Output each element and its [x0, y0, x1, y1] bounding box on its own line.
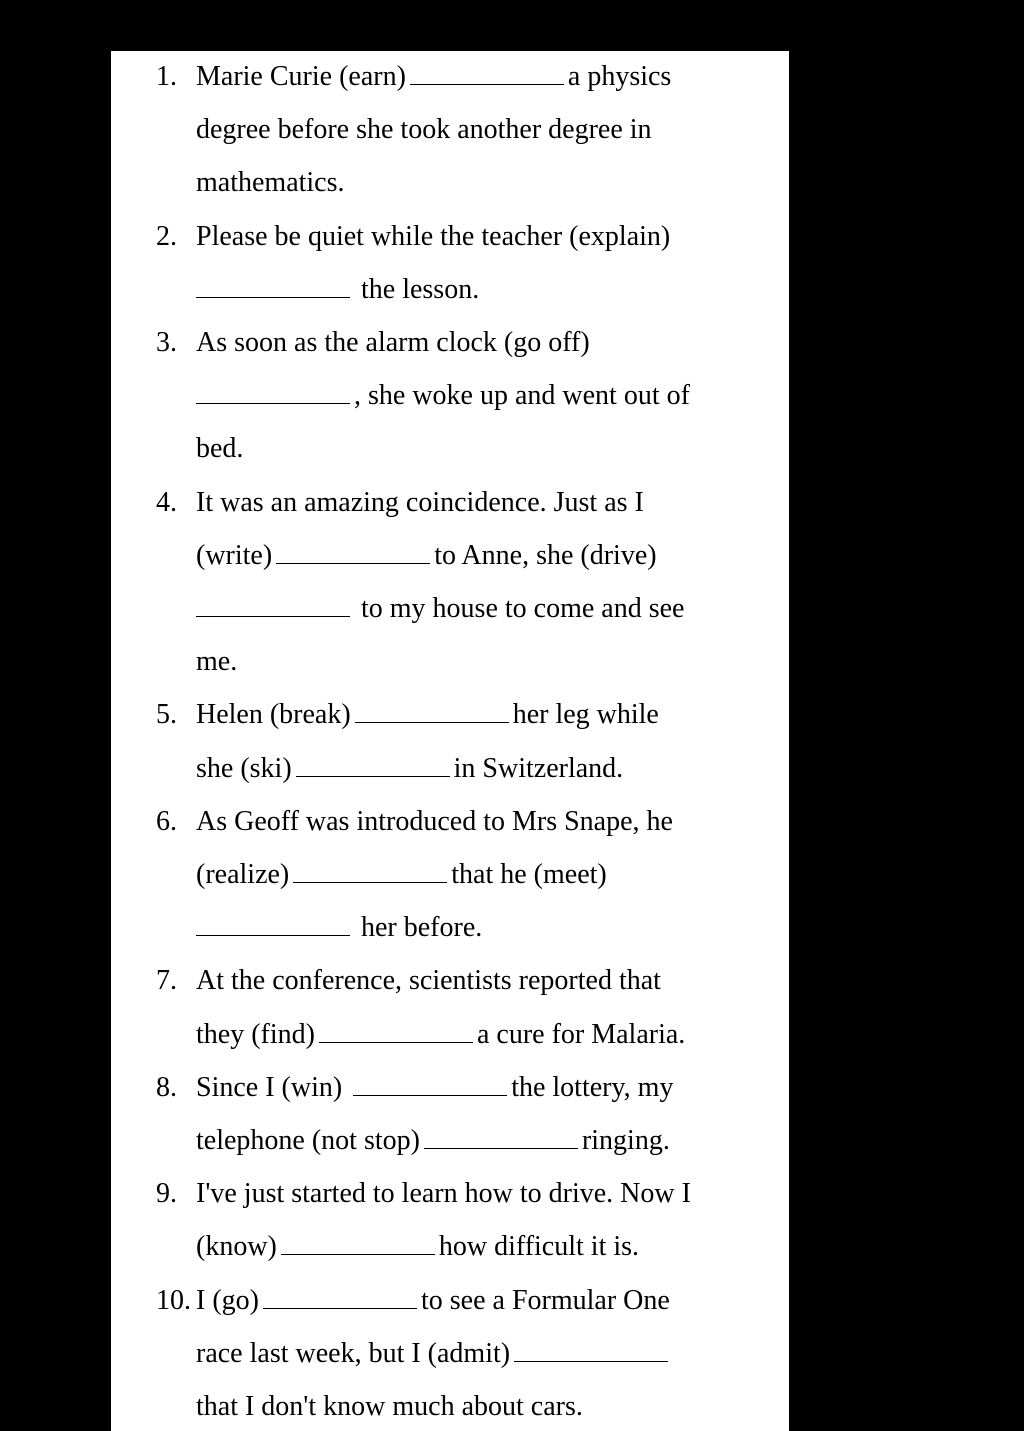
- exercise-text: to Anne, she (drive): [434, 539, 657, 571]
- answer-blank[interactable]: [424, 1128, 578, 1149]
- exercise-line: [196, 859, 607, 891]
- answer-blank[interactable]: [410, 64, 564, 85]
- exercise-text: Please be quiet while the teacher (explain): [196, 220, 671, 252]
- exercise-number: 8.: [156, 1071, 177, 1103]
- exercise-text: me.: [196, 646, 238, 678]
- exercise-text: , she woke up and went out of: [354, 380, 690, 412]
- exercise-number: 3.: [156, 327, 177, 358]
- exercise-number: 6.: [156, 805, 177, 837]
- exercise-text: a physics: [567, 61, 672, 92]
- answer-blank[interactable]: [196, 383, 350, 404]
- exercise-line: [196, 1285, 670, 1317]
- answer-blank[interactable]: [281, 1234, 435, 1255]
- exercise-text: in Switzerland.: [453, 752, 624, 784]
- exercise-line: [196, 61, 671, 93]
- exercise-line: [196, 753, 623, 785]
- exercise-line: [196, 1125, 670, 1157]
- exercise-line: [196, 699, 659, 731]
- exercise-text: ringing.: [581, 1125, 670, 1156]
- exercise-text: At the conference, scientists reported that: [196, 965, 661, 997]
- exercise-text: As Geoff was introduced to Mrs Snape, he: [196, 805, 673, 837]
- exercise-line: [196, 167, 345, 199]
- exercise-line: [196, 380, 690, 412]
- exercise-number: 2.: [156, 220, 177, 252]
- exercise-line: [196, 593, 684, 625]
- exercise-text: It was an amazing coincidence. Just as I: [196, 486, 644, 518]
- answer-blank[interactable]: [196, 915, 350, 936]
- exercise-number: 7.: [156, 965, 177, 997]
- answer-blank[interactable]: [196, 596, 350, 617]
- exercise-line: [196, 1178, 691, 1210]
- exercise-text: Since I (win): [196, 1071, 350, 1103]
- exercise-text: how difficult it is.: [438, 1231, 640, 1263]
- exercise-line: [196, 806, 673, 838]
- exercise-line: [196, 1231, 639, 1263]
- worksheet-page: [111, 51, 789, 1431]
- exercise-text: the lesson.: [354, 273, 480, 305]
- exercise-number: 9.: [156, 1178, 177, 1210]
- exercise-text: that I don't know much about cars.: [196, 1391, 583, 1422]
- exercise-text: the lottery, my: [511, 1071, 674, 1103]
- exercise-text: to my house to come and see: [354, 593, 685, 624]
- exercise-line: [196, 1338, 672, 1370]
- exercise-line: [196, 1072, 673, 1104]
- exercise-line: [196, 646, 237, 678]
- exercise-text: her leg while: [512, 699, 659, 731]
- answer-blank[interactable]: [296, 756, 450, 777]
- exercise-line: [196, 540, 657, 572]
- answer-blank[interactable]: [196, 277, 350, 298]
- exercise-text: that he (meet): [451, 859, 607, 890]
- exercise-line: [196, 274, 479, 306]
- exercise-text: to see a Formular One: [420, 1284, 670, 1316]
- answer-blank[interactable]: [276, 543, 430, 564]
- exercise-text: mathematics.: [196, 167, 345, 199]
- exercise-line: [196, 1019, 685, 1051]
- exercise-text: (write): [196, 539, 273, 571]
- exercise-number: 4.: [156, 486, 177, 518]
- answer-blank[interactable]: [353, 1075, 507, 1096]
- exercise-text: Helen (break): [196, 699, 351, 731]
- answer-blank[interactable]: [355, 702, 509, 723]
- answer-blank[interactable]: [263, 1288, 417, 1309]
- exercise-line: [196, 965, 661, 997]
- exercise-number: 10.: [156, 1284, 191, 1316]
- exercise-line: [196, 487, 644, 519]
- exercise-number: 5.: [156, 699, 177, 731]
- exercise-line: [196, 221, 670, 253]
- answer-blank[interactable]: [293, 862, 447, 883]
- exercise-line: [196, 433, 243, 465]
- exercise-line: [196, 1391, 583, 1423]
- exercise-text: telephone (not stop): [196, 1125, 420, 1156]
- exercise-line: [196, 114, 652, 146]
- exercise-text: (realize): [196, 859, 290, 890]
- exercise-text: a cure for Malaria.: [476, 1018, 686, 1050]
- exercise-text: I (go): [196, 1284, 259, 1316]
- exercise-text: Marie Curie (earn): [196, 61, 406, 92]
- answer-blank[interactable]: [319, 1022, 473, 1043]
- exercise-text: I've just started to learn how to drive. Now I: [196, 1178, 691, 1210]
- exercise-text: As soon as the alarm clock (go off): [196, 327, 590, 358]
- exercise-number: 1.: [156, 61, 177, 92]
- exercise-text: (know): [196, 1231, 277, 1263]
- exercise-text: her before.: [354, 912, 483, 944]
- exercise-line: [196, 327, 590, 359]
- exercise-text: they (find): [196, 1018, 315, 1050]
- exercise-text: she (ski): [196, 752, 292, 784]
- exercise-text: degree before she took another degree in: [196, 114, 652, 146]
- exercise-text: bed.: [196, 433, 244, 465]
- answer-blank[interactable]: [514, 1341, 668, 1362]
- exercise-text: race last week, but I (admit): [196, 1337, 511, 1369]
- exercise-line: [196, 912, 482, 944]
